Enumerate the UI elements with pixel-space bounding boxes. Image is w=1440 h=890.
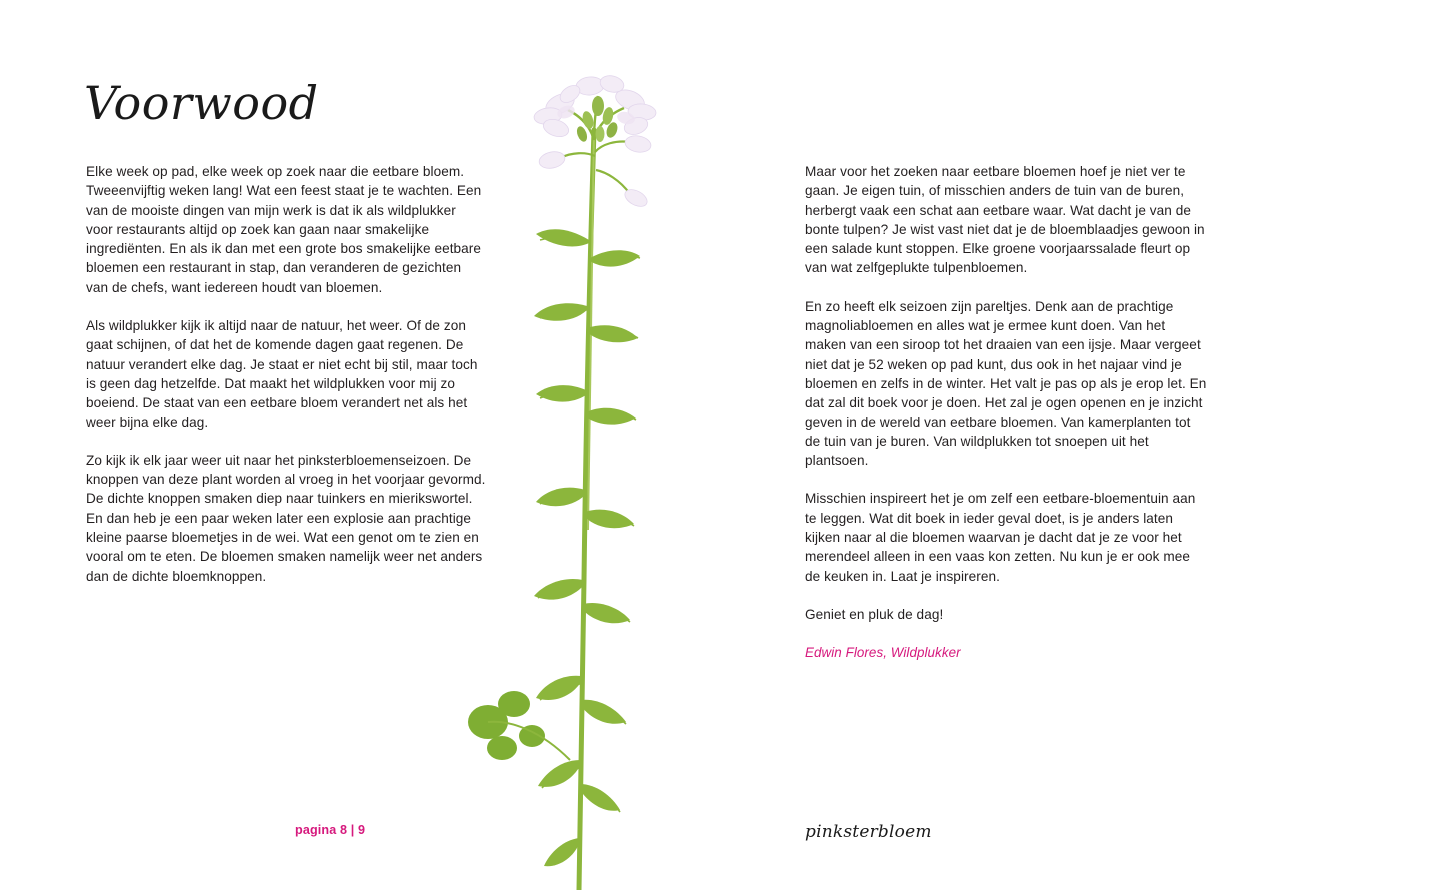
paragraph: Zo kijk ik elk jaar weer uit naar het pinksterbloemenseizoen. De knoppen van deze plant worden al vroeg in het voorjaar gevormd. De dichte knoppen smaken diep naar tuinkers en mierikswortel. En dan heb je een paar weken later een explosie aan prachtige kleine paarse bloemetjes in de wei. Wat een genot om te zien en vooral om te eten. De bloemen smaken namelijk weer net anders dan de dichte bloemknoppen. (86, 452, 486, 584)
paragraph: Maar voor het zoeken naar eetbare bloemen hoef je niet ver te gaan. Je eigen tuin, of misschien anders de tuin van de buren, herbergt vaak een schat aan eetbare waar. Wat dacht je van de bonte tulpen? Je wist vast niet dat je de bloemblaadjes gewoon in een salade kunt stoppen. Elke groene voorjaarssalade fleurt op van wat zelfgeplukte tulpenbloemen. (805, 164, 1205, 276)
paragraph: Als wildplukker kijk ik altijd naar de natuur, het weer. Of de zon gaat schijnen, of dat het de komende dagen gaat regenen. De natuur verandert elke dag. Je staat er niet echt bij stil, maar toch is geen dag hetzelfde. Dat maakt het wildplukken voor mij zo boeiend. De staat van een eetbare bloem verandert net als het weer bijna elke dag. (86, 318, 478, 430)
page-number: pagina 8 | 9 (295, 823, 366, 837)
paragraph: Misschien inspireert het je om zelf een eetbare-bloementuin aan te leggen. Wat dit boek in ieder geval doet, is je anders laten kijken naar al die bloemen waarvan je dacht dat je ze voor het merendeel alleen in een vaas kon zetten. Nu kun je er ook mee de keuken in. Laat je inspireren. (805, 491, 1196, 584)
right-text-column (805, 162, 1209, 663)
page-title: Voorwood (84, 76, 319, 130)
paragraph: Elke week op pad, elke week op zoek naar die eetbare bloem. Tweeenvijftig weken lang! Wat een feest staat je te wachten. Een van de mooiste dingen van mijn werk is dat ik als wildplukker voor restaurants altijd op zoek kan gaan naar smakelijke ingrediënten. En als ik dan met een grote bos smakelijke eetbare bloemen een restaurant in stap, dan veranderen de gezichten van de chefs, want iedereen houdt van bloemen. (86, 164, 482, 295)
pinksterbloem-plant-illustration (440, 60, 770, 890)
author-signature: Edwin Flores, Wildplukker (805, 645, 961, 661)
book-brand: pinksterbloem (805, 822, 932, 842)
left-text-column (86, 162, 486, 586)
closing-line: Geniet en pluk de dag! (805, 606, 944, 622)
paragraph: En zo heeft elk seizoen zijn pareltjes. Denk aan de prachtige magnoliabloemen en alles wat je ermee kunt doen. Van het maken van een siroop tot het draaien van een ijsje. Maar vergeet niet dat je 52 weken op pad kunt, dus ook in het najaar vind je bloemen en zelfs in de winter. Het valt je pas op als je erop let. En dat zal dit boek voor je doen. Het zal je ogen openen en je inzicht geven in de wereld van eetbare bloemen. Van kamerplanten tot de tuin van je buren. Van wildplukken tot snoepen uit het plantsoen. (805, 298, 1207, 469)
